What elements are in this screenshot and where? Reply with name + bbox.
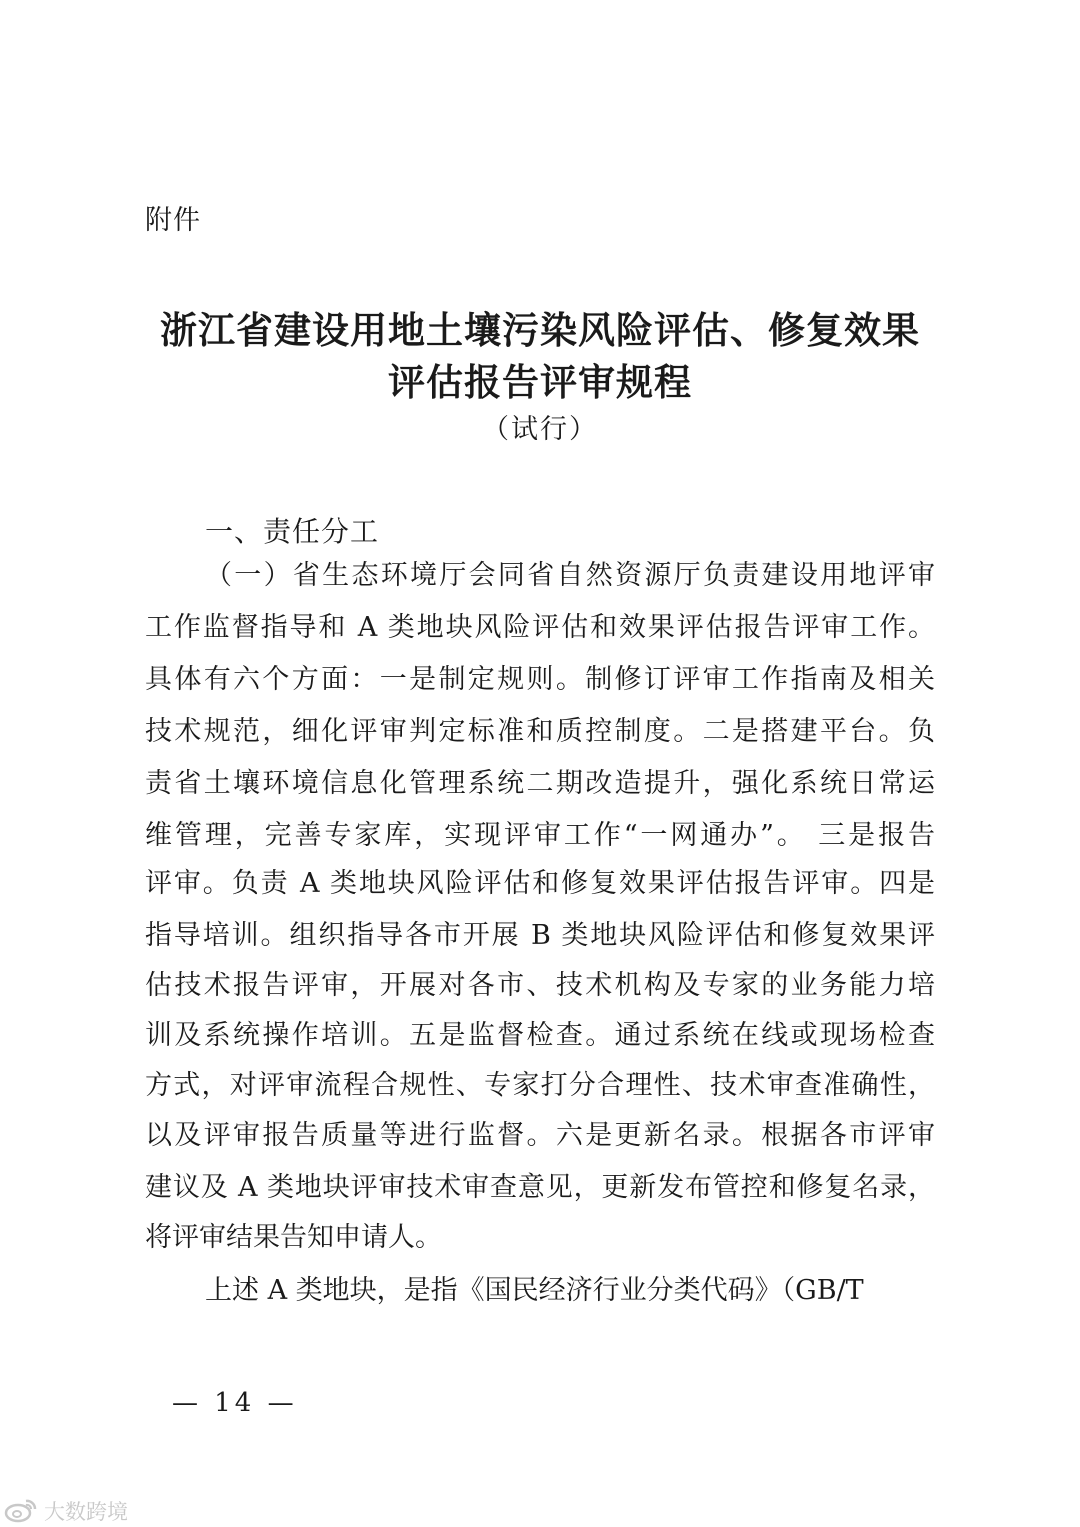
paragraph-line: 训及系统操作培训。五是监督检查。通过系统在线或现场检查 (145, 1020, 935, 1051)
watermark (4, 1496, 128, 1526)
paragraph-line: 评审。负责 A 类地块风险评估和修复效果评估报告评审。四是 (145, 868, 935, 899)
paragraph-line: （一）省生态环境厅会同省自然资源厅负责建设用地评审 (205, 560, 935, 591)
paragraph-line: 建议及 A 类地块评审技术审查意见，更新发布管控和修复名录， (145, 1172, 935, 1203)
paragraph-line: 工作监督指导和 A 类地块风险评估和效果评估报告评审工作。 (145, 612, 935, 643)
paragraph-line: 指导培训。组织指导各市开展 B 类地块风险评估和修复效果评 (145, 920, 935, 951)
attachment-label: 附件 (145, 205, 201, 236)
paragraph-line: 责省土壤环境信息化管理系统二期改造提升，强化系统日常运 (145, 768, 935, 799)
paragraph-line: 方式，对评审流程合规性、专家打分合理性、技术审查准确性， (145, 1070, 935, 1101)
paragraph-line: 技术规范，细化评审判定标准和质控制度。二是搭建平台。负 (145, 716, 935, 747)
document-subtitle: （试行） (482, 414, 598, 445)
paragraph-line: 以及评审报告质量等进行监督。六是更新名录。根据各市评审 (145, 1120, 935, 1151)
weibo-logo-icon (4, 1498, 38, 1524)
paragraph-line: 具体有六个方面：一是制定规则。制修订评审工作指南及相关 (145, 664, 935, 695)
paragraph-line: 上述 A 类地块，是指《国民经济行业分类代码》（GB/T (205, 1275, 864, 1306)
section-heading: 一、责任分工 (205, 515, 380, 548)
watermark-text: 大数跨境 (44, 1500, 128, 1524)
page-number: — 14 — (172, 1388, 298, 1418)
paragraph-line: 将评审结果告知申请人。 (145, 1222, 442, 1253)
paragraph-line: 维管理，完善专家库，实现评审工作“一网通办”。 三是报告 (145, 820, 935, 851)
paragraph-line: 估技术报告评审，开展对各市、技术机构及专家的业务能力培 (145, 970, 935, 1001)
document-title-line-2: 评估报告评审规程 (388, 361, 692, 404)
document-title-line-1: 浙江省建设用地土壤污染风险评估、修复效果 (160, 309, 920, 352)
